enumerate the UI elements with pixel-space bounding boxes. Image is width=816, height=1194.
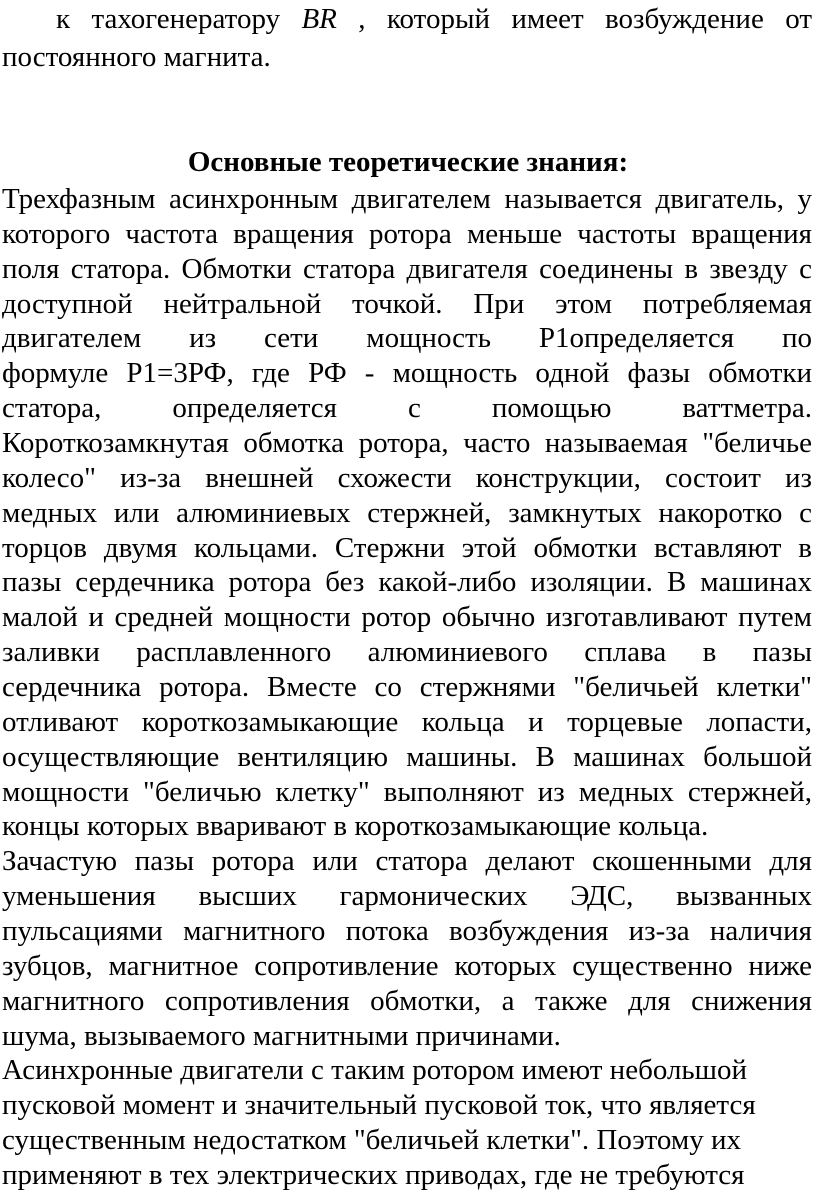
text-line: двигателем из сети мощность Р1определяется по: [2, 322, 812, 355]
text-line: шума, вызываемого магнитными причинами.: [2, 1019, 561, 1052]
text-line: Зачастую пазы ротора или статора делают скошенными для: [2, 845, 812, 878]
text-line: доступной нейтральной точкой. При этом потребляемая: [2, 287, 812, 320]
text-line: которого частота вращения ротора меньше частоты вращения: [2, 217, 812, 250]
text-line: Асинхронные двигатели с таким ротором имеют небольшой: [2, 1054, 747, 1087]
text-line: пульсациями магнитного потока возбуждения из-за наличия: [2, 915, 812, 947]
text-line: пусковой момент и значительный пусковой ток, что является: [2, 1089, 756, 1122]
intro-text-b: , который имеет возбуждение от: [358, 3, 812, 35]
text-line: осуществляющие вентиляцию машины. В машинах большой: [2, 740, 812, 773]
text-line: медных или алюминиевых стержней, замкнутых накоротко с: [2, 496, 812, 529]
intro-line-2: постоянного магнита.: [2, 41, 271, 73]
text-line: колесо" из-за внешней схожести конструкции, состоит из: [2, 461, 812, 494]
text-line: формуле Р1=3РФ, где РФ - мощность одной фазы обмотки: [2, 357, 812, 390]
variable-br: BR: [301, 3, 337, 35]
text-line: заливки расплавленного алюминиевого сплава в пазы: [2, 636, 812, 669]
text-line: применяют в тех электрических приводах, где не требуются: [2, 1159, 745, 1191]
intro-text-a: к тахогенератору: [56, 3, 281, 35]
text-line: пазы сердечника ротора без какой-либо изоляции. В машинах: [2, 566, 812, 599]
text-line: концы которых вваривают в короткозамыкающие кольца.: [2, 810, 709, 843]
section-heading: Основные теоретические знания:: [187, 146, 629, 178]
text-line: сердечника ротора. Вместе со стержнями "беличьей клетки": [2, 671, 812, 703]
text-line: существенным недостатком "беличьей клетки". Поэтому их: [2, 1124, 742, 1157]
text-line: Трехфазным асинхронным двигателем называется двигатель, у: [2, 183, 812, 215]
text-line: поля статора. Обмотки статора двигателя соединены в звезду с: [2, 252, 812, 285]
text-line: Короткозамкнутая обмотка ротора, часто называемая "беличье: [2, 427, 812, 459]
text-line: статора, определяется с помощью ваттметра.: [2, 392, 812, 425]
text-line: отливают короткозамыкающие кольца и торцевые лопасти,: [2, 705, 812, 738]
text-line: магнитного сопротивления обмотки, а также для снижения: [2, 984, 812, 1017]
text-line: торцов двумя кольцами. Стержни этой обмотки вставляют в: [2, 531, 812, 564]
intro-line-1: [56, 0, 812, 38]
text-line: мощности "беличью клетку" выполняют из медных стержней,: [2, 775, 812, 808]
text-line: зубцов, магнитное сопротивление которых существенно ниже: [2, 949, 812, 982]
text-line: малой и средней мощности ротор обычно изготавливают путем: [2, 601, 812, 634]
text-line: уменьшения высших гармонических ЭДС, вызванных: [2, 880, 812, 913]
